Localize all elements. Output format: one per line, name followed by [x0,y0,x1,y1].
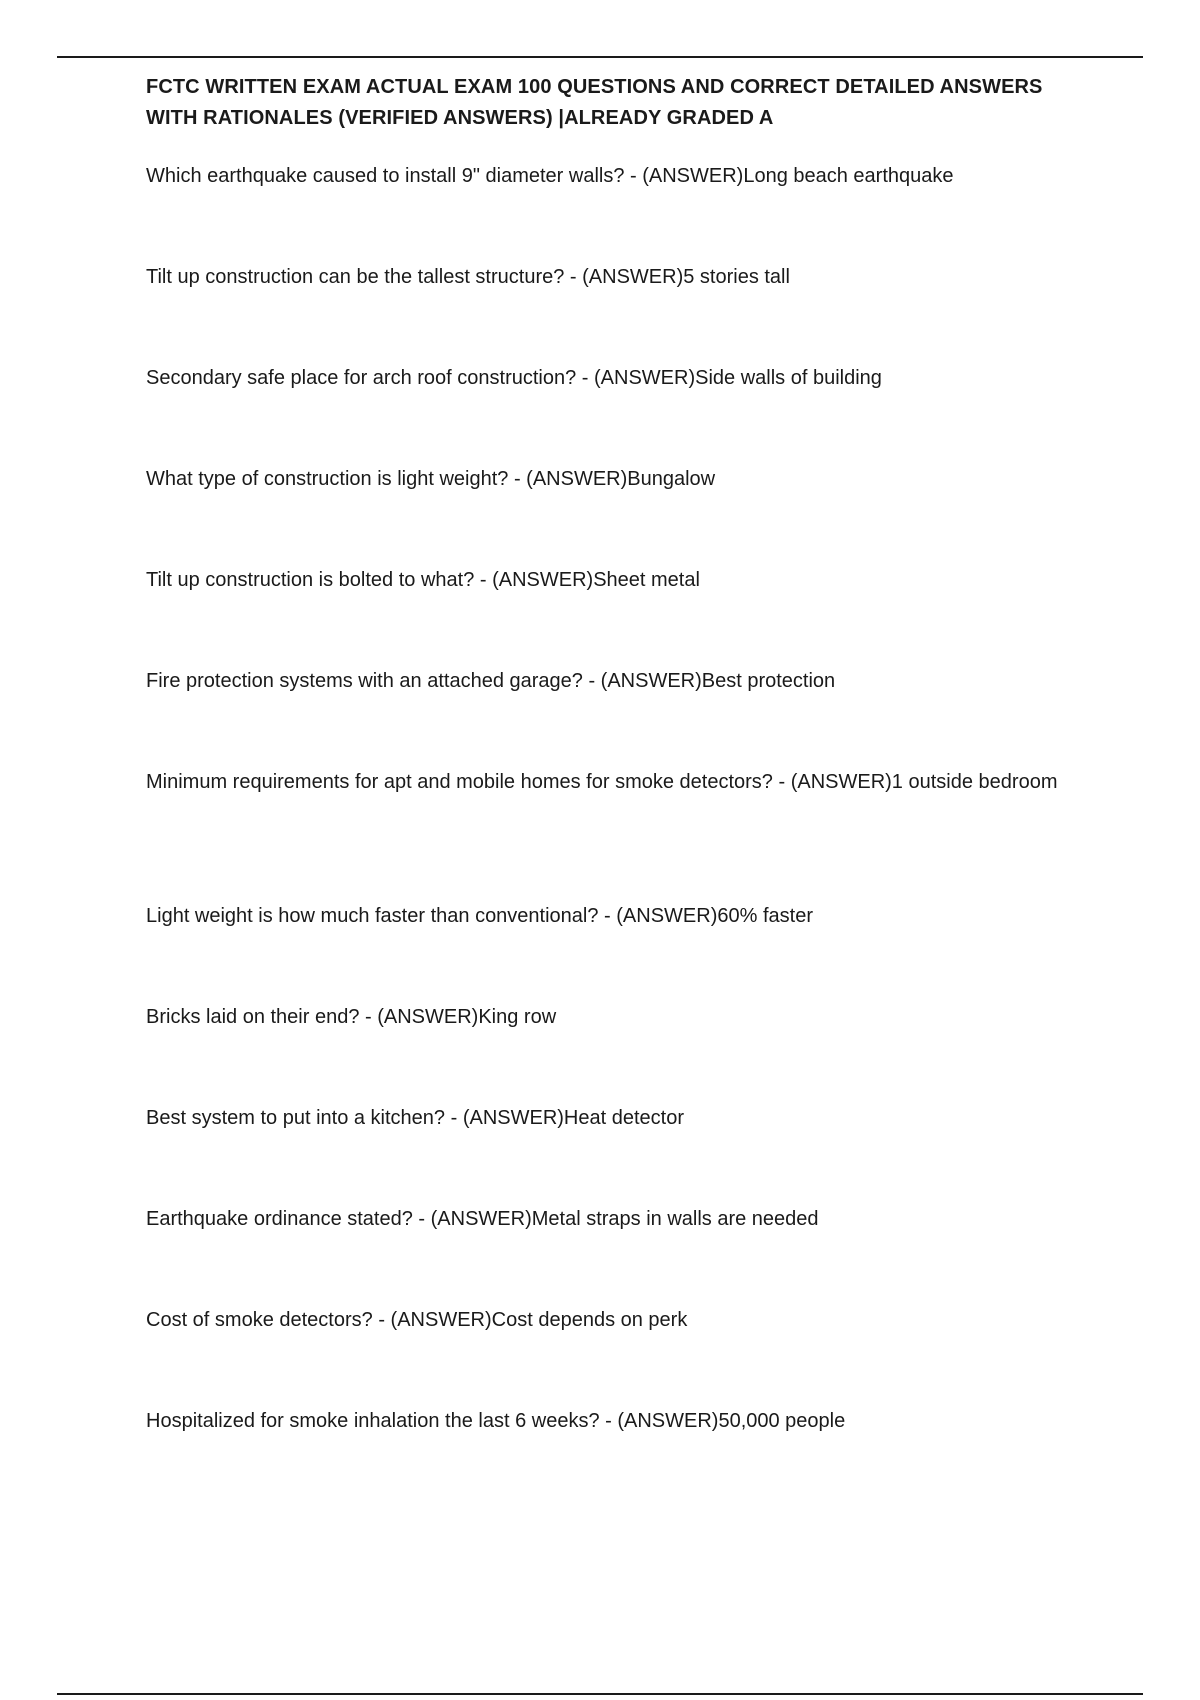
qa-item: Secondary safe place for arch roof construction? - (ANSWER)Side walls of building [146,367,882,389]
qa-item: Which earthquake caused to install 9" diameter walls? - (ANSWER)Long beach earthquake [146,165,954,187]
qa-item: Minimum requirements for apt and mobile homes for smoke detectors? - (ANSWER)1 outside bedroom [146,771,1058,793]
qa-item: Cost of smoke detectors? - (ANSWER)Cost depends on perk [146,1309,688,1331]
document-content [146,72,1086,1432]
qa-item: Tilt up construction is bolted to what? - (ANSWER)Sheet metal [146,569,700,591]
document-title: FCTC WRITTEN EXAM ACTUAL EXAM 100 QUESTIONS AND CORRECT DETAILED ANSWERS WITH RATIONALES (VERIFIED ANSWERS) |ALREADY GRADED A [146,76,1043,129]
qa-item: Hospitalized for smoke inhalation the last 6 weeks? - (ANSWER)50,000 people [146,1410,846,1432]
qa-item: Tilt up construction can be the tallest structure? - (ANSWER)5 stories tall [146,266,790,288]
qa-item: Bricks laid on their end? - (ANSWER)King row [146,1006,557,1028]
qa-item: Fire protection systems with an attached garage? - (ANSWER)Best protection [146,670,836,692]
qa-item: Light weight is how much faster than conventional? - (ANSWER)60% faster [146,905,813,927]
qa-item: Best system to put into a kitchen? - (ANSWER)Heat detector [146,1107,684,1129]
top-divider [57,56,1143,58]
qa-item: Earthquake ordinance stated? - (ANSWER)Metal straps in walls are needed [146,1208,819,1230]
bottom-divider [57,1693,1143,1695]
qa-item: What type of construction is light weight? - (ANSWER)Bungalow [146,468,716,490]
